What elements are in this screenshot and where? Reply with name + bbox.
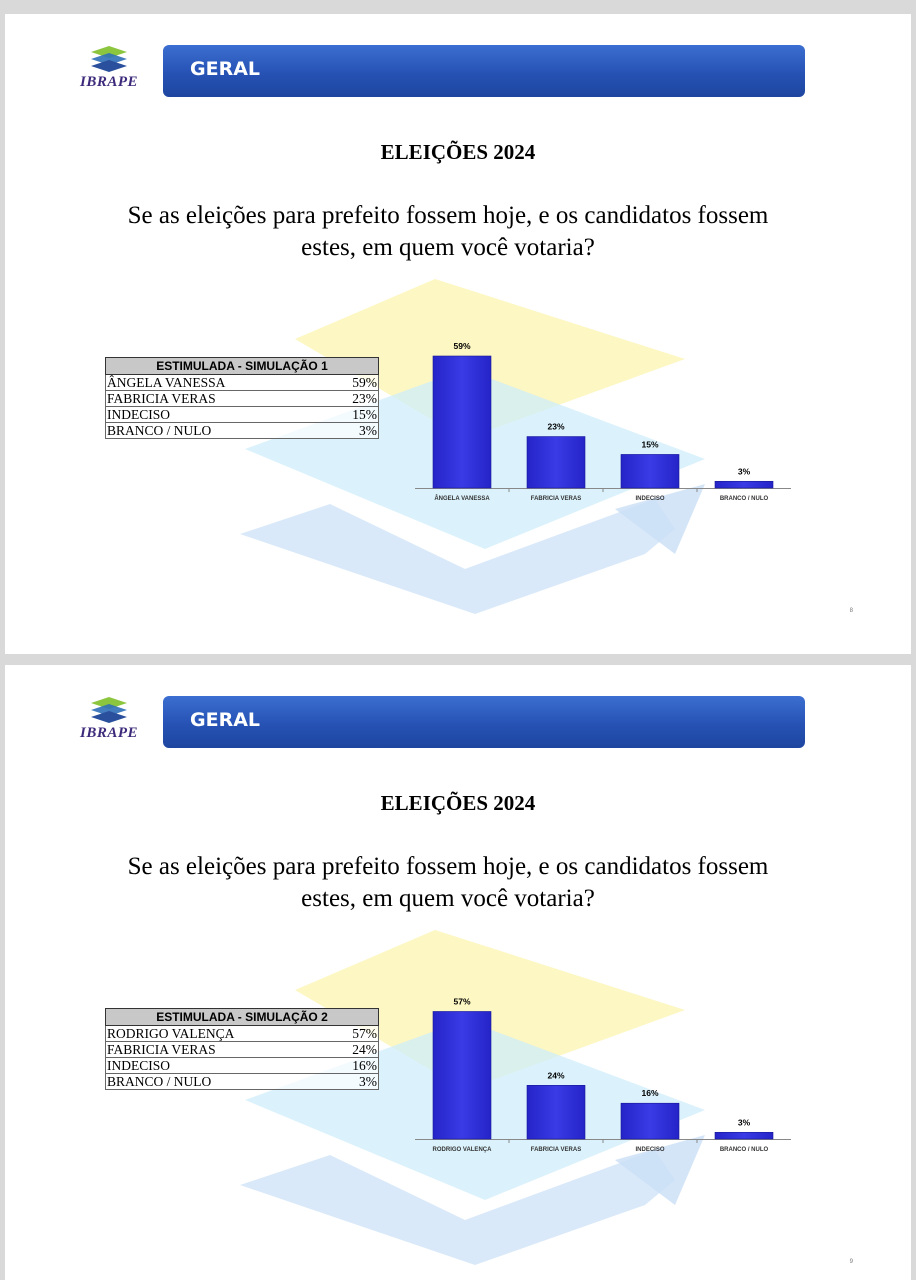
bar: [621, 454, 679, 488]
layers-icon: [87, 695, 131, 725]
vote-bar-chart: [405, 334, 805, 504]
vote-bar-chart: [405, 985, 805, 1155]
banner-title: GERAL: [190, 709, 261, 731]
question-line-1: Se as eleições para prefeito fossem hoje, e os candidatos fossem: [127, 853, 769, 880]
bar: [527, 437, 585, 488]
category-label: INDECISO: [635, 1147, 665, 1153]
candidate-name: FABRICIA VERAS: [106, 391, 329, 407]
results-table: [105, 357, 379, 439]
data-label: 59%: [453, 341, 471, 351]
candidate-percent: 16%: [331, 1058, 378, 1074]
data-label: 3%: [737, 466, 751, 477]
slide-title: ELEIÇÕES 2024: [380, 140, 536, 164]
candidate-name: FABRICIA VERAS: [106, 1042, 332, 1058]
survey-question: [5, 200, 891, 264]
logo-text: IBRAPE: [79, 725, 139, 741]
table-header: ESTIMULADA - SIMULAÇÃO 2: [106, 1009, 379, 1026]
page-number: 9: [849, 1259, 853, 1265]
table-row: [106, 1058, 379, 1074]
ibrape-logo: [69, 44, 149, 94]
candidate-name: ÂNGELA VANESSA: [106, 375, 329, 391]
candidate-name: BRANCO / NULO: [106, 423, 329, 439]
candidate-percent: 15%: [328, 407, 378, 423]
candidate-percent: 57%: [331, 1026, 378, 1042]
question-line-2: estes, em quem você votaria?: [301, 234, 595, 261]
bar-chart-svg: [405, 334, 805, 514]
section-banner: [163, 696, 805, 748]
table-row: [106, 1026, 379, 1042]
question-line-2: estes, em quem você votaria?: [301, 885, 595, 912]
table-row: [106, 1042, 379, 1058]
layers-icon: [87, 44, 131, 74]
candidate-percent: 59%: [328, 375, 378, 391]
table-row: [106, 1074, 379, 1090]
category-label: BRANCO / NULO: [719, 1147, 769, 1153]
category-label: INDECISO: [635, 496, 665, 502]
results-table: [105, 1008, 379, 1090]
category-label: RODRIGO VALENÇA: [432, 1147, 492, 1153]
data-label: 24%: [547, 1070, 565, 1081]
bar: [715, 1132, 773, 1139]
data-label: 23%: [547, 421, 565, 432]
candidate-name: BRANCO / NULO: [106, 1074, 332, 1090]
table-row: [106, 391, 379, 407]
candidate-name: RODRIGO VALENÇA: [106, 1026, 332, 1042]
slide-title: ELEIÇÕES 2024: [380, 791, 536, 815]
data-label: 16%: [641, 1088, 659, 1099]
table-row: [106, 423, 379, 439]
data-label: 57%: [453, 996, 471, 1007]
data-label: 3%: [737, 1117, 751, 1128]
survey-question: [5, 851, 891, 915]
bar: [621, 1103, 679, 1139]
candidate-name: INDECISO: [106, 1058, 332, 1074]
bar: [433, 1011, 491, 1139]
page-number: 8: [849, 608, 853, 614]
bar: [527, 1085, 585, 1139]
bar-chart-svg: [405, 985, 805, 1165]
bar: [433, 356, 491, 488]
candidate-percent: 3%: [328, 423, 378, 439]
candidate-percent: 24%: [331, 1042, 378, 1058]
candidate-name: INDECISO: [106, 407, 329, 423]
candidate-percent: 3%: [331, 1074, 378, 1090]
logo-text: IBRAPE: [79, 74, 139, 90]
question-line-1: Se as eleições para prefeito fossem hoje, e os candidatos fossem: [127, 202, 769, 229]
section-banner: [163, 45, 805, 97]
category-label: BRANCO / NULO: [719, 496, 769, 502]
bar: [715, 481, 773, 488]
table-row: [106, 375, 379, 391]
ibrape-logo: [69, 695, 149, 745]
slide-2: [5, 665, 911, 1280]
banner-title: GERAL: [190, 58, 261, 80]
candidate-percent: 23%: [328, 391, 378, 407]
category-label: FABRICIA VERAS: [530, 496, 582, 502]
table-header: ESTIMULADA - SIMULAÇÃO 1: [106, 358, 379, 375]
table-row: [106, 407, 379, 423]
slide-1: [5, 14, 911, 654]
category-label: FABRICIA VERAS: [530, 1147, 582, 1153]
data-label: 15%: [641, 439, 659, 450]
category-label: ÂNGELA VANESSA: [434, 496, 490, 502]
